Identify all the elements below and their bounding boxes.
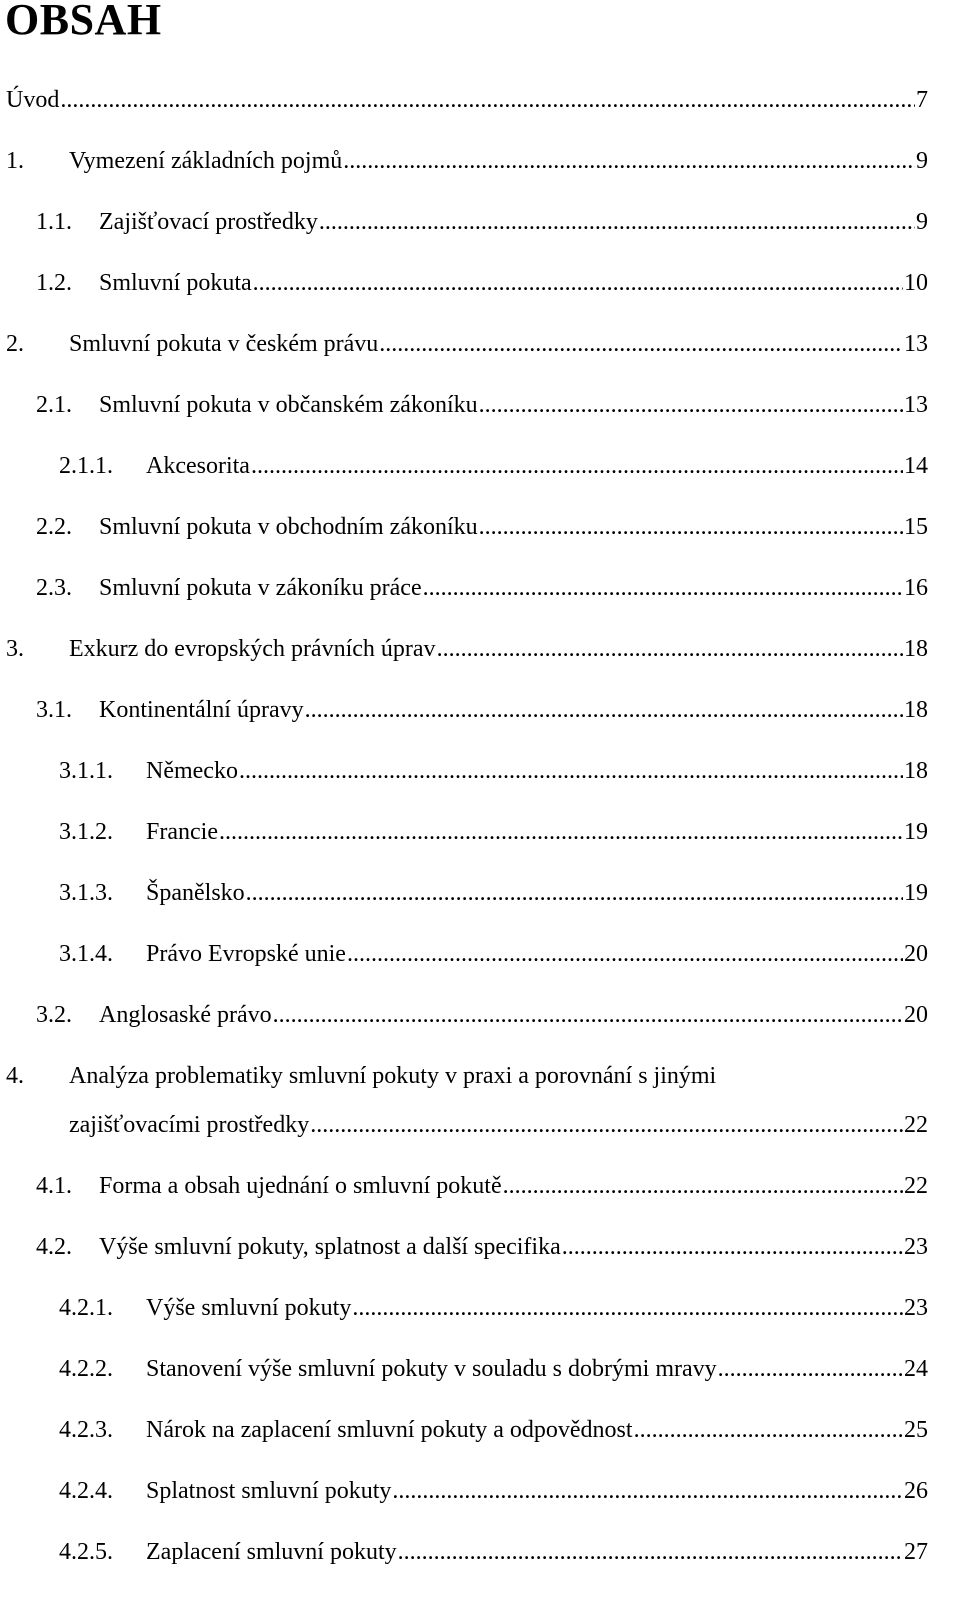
toc-label: Zaplacení smluvní pokuty [146, 1539, 397, 1565]
toc-label: Francie [146, 819, 218, 845]
toc-number: 3.2. [36, 1002, 72, 1028]
toc-label: Kontinentální úpravy [99, 697, 304, 723]
toc-page-number: 18 [904, 636, 928, 662]
toc-page-number: 7 [916, 87, 928, 113]
toc-entry-2-1-1[interactable] [0, 446, 960, 486]
toc-page-number: 13 [904, 331, 928, 357]
toc-page-number: 23 [904, 1234, 928, 1260]
toc-entry-4-2-1[interactable] [0, 1288, 960, 1328]
dot-leader [253, 263, 903, 303]
toc-label: Vymezení základních pojmů [69, 148, 343, 174]
toc-label: Smluvní pokuta v občanském zákoníku [99, 392, 478, 418]
toc-number: 2.2. [36, 514, 72, 540]
dot-leader [246, 873, 903, 913]
dot-leader [562, 1227, 903, 1267]
toc-number: 1. [6, 148, 24, 174]
toc-entry-4-1[interactable] [0, 1166, 960, 1206]
toc-number: 4.2.3. [59, 1417, 113, 1443]
toc-page-number: 19 [904, 880, 928, 906]
toc-label: Smluvní pokuta v obchodním zákoníku [99, 514, 478, 540]
toc-number: 4.2. [36, 1234, 72, 1260]
toc-entry-uvod[interactable] [0, 80, 960, 120]
toc-number: 1.2. [36, 270, 72, 296]
dot-leader [239, 751, 903, 791]
toc-entry-2[interactable] [0, 324, 960, 364]
toc-entry-1[interactable] [0, 141, 960, 181]
dot-leader [305, 690, 903, 730]
toc-page-number: 16 [904, 575, 928, 601]
toc-number: 3.1. [36, 697, 72, 723]
dot-leader [319, 202, 915, 242]
dot-leader [347, 934, 903, 974]
dot-leader [718, 1349, 903, 1389]
toc-number: 1.1. [36, 209, 72, 235]
dot-leader [479, 507, 903, 547]
toc-number: 3.1.4. [59, 941, 113, 967]
toc-label: Smluvní pokuta [99, 270, 252, 296]
toc-entry-4-continuation[interactable] [0, 1105, 960, 1145]
toc-label: Španělsko [146, 880, 245, 906]
toc-entry-4-2-2[interactable] [0, 1349, 960, 1389]
toc-entry-3-1-2[interactable] [0, 812, 960, 852]
toc-number: 4.2.1. [59, 1295, 113, 1321]
toc-number: 4. [6, 1063, 24, 1089]
toc-number: 2.1.1. [59, 453, 113, 479]
toc-label: Stanovení výše smluvní pokuty v souladu s dobrými mravy [146, 1356, 717, 1382]
toc-label: Zajišťovací prostředky [99, 209, 318, 235]
toc-page-number: 22 [904, 1173, 928, 1199]
toc-entry-3[interactable] [0, 629, 960, 669]
dot-leader [392, 1471, 903, 1511]
dot-leader [60, 80, 915, 120]
toc-entry-2-1[interactable] [0, 385, 960, 425]
toc-page-number: 26 [904, 1478, 928, 1504]
toc-page-number: 9 [916, 148, 928, 174]
toc-entry-4[interactable] [0, 1056, 960, 1096]
toc-number: 2.1. [36, 392, 72, 418]
dot-leader [251, 446, 903, 486]
toc-entry-4-2[interactable] [0, 1227, 960, 1267]
dot-leader [352, 1288, 903, 1328]
toc-page-number: 25 [904, 1417, 928, 1443]
toc-page-number: 24 [904, 1356, 928, 1382]
toc-number: 4.2.5. [59, 1539, 113, 1565]
toc-label: Anglosaské právo [99, 1002, 272, 1028]
toc-page-number: 18 [904, 758, 928, 784]
toc-page-number: 18 [904, 697, 928, 723]
dot-leader [398, 1532, 903, 1572]
toc-page-number: 23 [904, 1295, 928, 1321]
toc-page-number: 22 [904, 1112, 928, 1138]
toc-label: Výše smluvní pokuty, splatnost a další specifika [99, 1234, 561, 1260]
dot-leader [343, 141, 915, 181]
toc-label: Právo Evropské unie [146, 941, 346, 967]
toc-entry-1-1[interactable] [0, 202, 960, 242]
toc-entry-4-2-3[interactable] [0, 1410, 960, 1450]
toc-entry-3-1[interactable] [0, 690, 960, 730]
dot-leader [437, 629, 903, 669]
toc-label: zajišťovacími prostředky [69, 1112, 310, 1138]
toc-label: Akcesorita [146, 453, 250, 479]
toc-page-number: 13 [904, 392, 928, 418]
toc-label: Smluvní pokuta v českém právu [69, 331, 379, 357]
toc-label: Úvod [6, 87, 60, 113]
toc-label: Smluvní pokuta v zákoníku práce [99, 575, 422, 601]
dot-leader [379, 324, 903, 364]
toc-label: Exkurz do evropských právních úprav [69, 636, 436, 662]
dot-leader [503, 1166, 903, 1206]
dot-leader [423, 568, 903, 608]
toc-number: 2.3. [36, 575, 72, 601]
toc-page-number: 10 [904, 270, 928, 296]
toc-page-number: 19 [904, 819, 928, 845]
toc-number: 4.1. [36, 1173, 72, 1199]
dot-leader [634, 1410, 903, 1450]
toc-page-number: 9 [916, 209, 928, 235]
toc-label: Forma a obsah ujednání o smluvní pokutě [99, 1173, 502, 1199]
toc-page-number: 27 [904, 1539, 928, 1565]
toc-page-number: 15 [904, 514, 928, 540]
dot-leader [273, 995, 903, 1035]
toc-entry-3-1-3[interactable] [0, 873, 960, 913]
toc-page-number: 14 [904, 453, 928, 479]
toc-entry-2-2[interactable] [0, 507, 960, 547]
toc-entry-3-2[interactable] [0, 995, 960, 1035]
toc-number: 3. [6, 636, 24, 662]
dot-leader [479, 385, 903, 425]
page-title: OBSAH [5, 0, 162, 44]
toc-label: Nárok na zaplacení smluvní pokuty a odpovědnost [146, 1417, 633, 1443]
toc-page-number: 20 [904, 941, 928, 967]
toc-number: 2. [6, 331, 24, 357]
toc-number: 3.1.3. [59, 880, 113, 906]
toc-page-number: 20 [904, 1002, 928, 1028]
toc-label: Splatnost smluvní pokuty [146, 1478, 392, 1504]
toc-number: 3.1.2. [59, 819, 113, 845]
toc-entry-3-1-4[interactable] [0, 934, 960, 974]
toc-entry-4-2-5[interactable] [0, 1532, 960, 1572]
dot-leader [310, 1105, 903, 1145]
toc-entry-1-2[interactable] [0, 263, 960, 303]
toc-label: Německo [146, 758, 238, 784]
toc-number: 3.1.1. [59, 758, 113, 784]
dot-leader [219, 812, 903, 852]
toc-label: Výše smluvní pokuty [146, 1295, 352, 1321]
toc-label-first-line: Analýza problematiky smluvní pokuty v praxi a porovnání s jinými [69, 1063, 717, 1089]
toc-entry-2-3[interactable] [0, 568, 960, 608]
toc-entry-3-1-1[interactable] [0, 751, 960, 791]
toc-number: 4.2.4. [59, 1478, 113, 1504]
toc-entry-4-2-4[interactable] [0, 1471, 960, 1511]
toc-number: 4.2.2. [59, 1356, 113, 1382]
